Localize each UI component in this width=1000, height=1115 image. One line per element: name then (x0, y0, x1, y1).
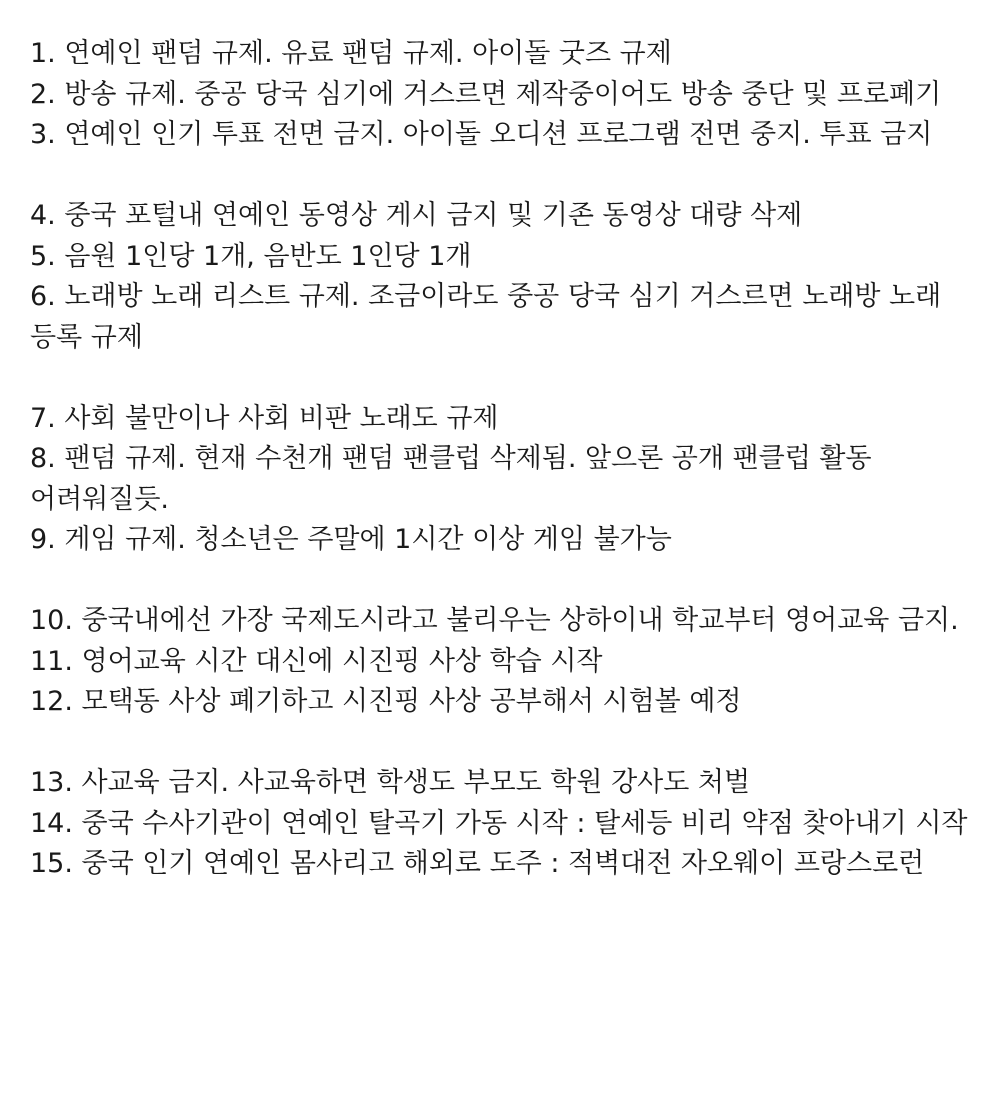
list-item: 4. 중국 포털내 연예인 동영상 게시 금지 및 기존 동영상 대량 삭제 (30, 200, 803, 231)
item-group-1 (30, 34, 975, 156)
list-item: 2. 방송 규제. 중공 당국 심기에 거스르면 제작중이어도 방송 중단 및 프로폐기 (30, 78, 942, 110)
list-item: 9. 게임 규제. 청소년은 주말에 1시간 이상 게임 불가능 (30, 524, 672, 555)
list-item: 8. 팬덤 규제. 현재 수천개 팬덤 팬클럽 삭제됨. 앞으론 공개 팬클럽 활동 어려워질듯. (30, 443, 872, 515)
item-group-5 (30, 763, 975, 885)
list-item: 11. 영어교육 시간 대신에 시진핑 사상 학습 시작 (30, 645, 603, 677)
list-item: 7. 사회 불만이나 사회 비판 노래도 규제 (30, 402, 499, 434)
list-item: 6. 노래방 노래 리스트 규제. 조금이라도 중공 당국 심기 거스르면 노래방 노래 등록 규제 (30, 281, 942, 353)
list-item: 14. 중국 수사기관이 연예인 탈곡기 가동 시작 : 탈세등 비리 약점 찾아내기 시작 (30, 807, 968, 839)
list-item: 15. 중국 인기 연예인 몸사리고 해외로 도주 : 적벽대전 자오웨이 프랑스로런 (30, 848, 925, 879)
list-item: 5. 음원 1인당 1개, 음반도 1인당 1개 (30, 240, 472, 272)
list-item: 1. 연예인 팬덤 규제. 유료 팬덤 규제. 아이돌 굿즈 규제 (30, 38, 672, 69)
blank-line (30, 358, 975, 399)
item-group-2 (30, 196, 975, 358)
item-group-3 (30, 399, 975, 561)
blank-line (30, 723, 975, 764)
blank-line (30, 561, 975, 602)
item-group-4 (30, 601, 975, 723)
list-item: 12. 모택동 사상 폐기하고 시진핑 사상 공부해서 시험볼 예정 (30, 686, 742, 717)
list-item: 10. 중국내에선 가장 국제도시라고 불리우는 상하이내 학교부터 영어교육 금지. (30, 605, 959, 636)
document-body (30, 34, 975, 885)
list-item: 3. 연예인 인기 투표 전면 금지. 아이돌 오디션 프로그램 전면 중지. 투표 금지 (30, 119, 933, 150)
list-item: 13. 사교육 금지. 사교육하면 학생도 부모도 학원 강사도 처벌 (30, 767, 751, 798)
blank-line (30, 156, 975, 197)
